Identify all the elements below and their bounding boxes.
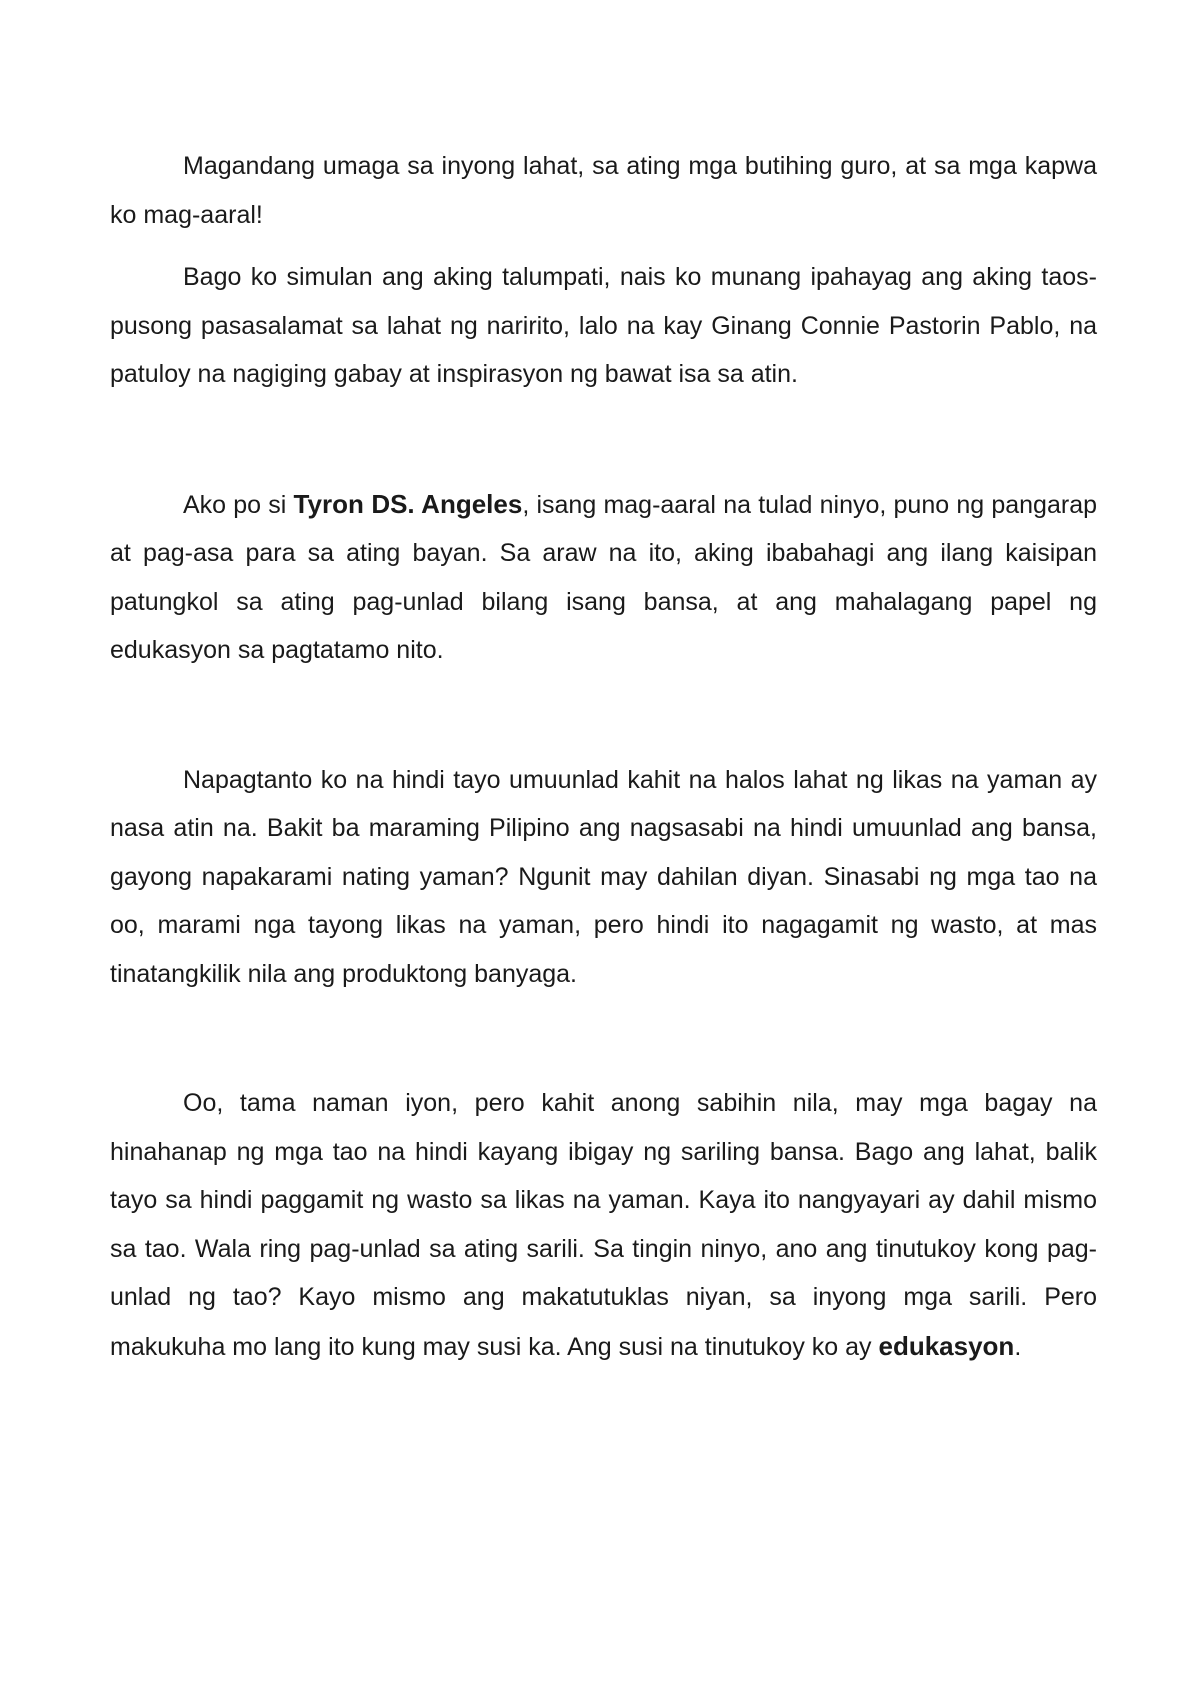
paragraph-text-after: .: [1014, 1332, 1022, 1361]
paragraph-text-after: , isang mag-aaral na tulad ninyo, puno ng pangarap at pag-asa para sa ating bayan. Sa araw na ito, aking ibabahagi ang ilang kaisipan patungkol sa ating pag-unlad bilang isang bansa, at ang mahalagang papel ng edukasyon sa pagtatamo nito.: [110, 490, 1097, 664]
paragraph-education: [110, 1079, 1097, 1371]
paragraph-realization: [110, 756, 1097, 999]
paragraph-text: Bago ko simulan ang aking talumpati, nais ko munang ipahayag ang aking taos-pusong pasasalamat sa lahat ng naririto, lalo na kay Ginang Connie Pastorin Pablo, na patuloy na nagiging gabay at inspirasyon ng bawat isa sa atin.: [110, 263, 1097, 388]
paragraph-text-before: Oo, tama naman iyon, pero kahit anong sabihin nila, may mga bagay na hinahanap ng mga tao na hindi kayang ibigay ng sariling bansa. Bago ang lahat, balik tayo sa hindi paggamit ng wasto sa likas na yaman. Kaya ito nangyayari ay dahil mismo sa tao. Wala ring pag-unlad sa ating sarili. Sa tingin ninyo, ano ang tinutukoy kong pag-unlad ng tao? Kayo mismo ang makatutuklas niyan, sa inyong mga sarili. Pero makukuha mo lang ito kung may susi ka. Ang susi na tinutukoy ko ay: [110, 1089, 1097, 1361]
paragraph-gratitude: [110, 253, 1097, 399]
paragraph-text-before: Ako po si: [183, 490, 294, 519]
paragraph-greeting: [110, 142, 1097, 239]
key-word-edukasyon: edukasyon: [878, 1330, 1015, 1361]
paragraph-text: Magandang umaga sa inyong lahat, sa ating mga butihing guro, at sa mga kapwa ko mag-aaral!: [110, 152, 1097, 229]
paragraph-introduction: [110, 480, 1097, 675]
speech-body: [110, 142, 1097, 1371]
speaker-name: Tyron DS. Angeles: [293, 488, 523, 519]
paragraph-text: Napagtanto ko na hindi tayo umuunlad kahit na halos lahat ng likas na yaman ay nasa atin na. Bakit ba maraming Pilipino ang nagsasabi na hindi umuunlad ang bansa, gayong napakarami nating yaman? Ngunit may dahilan diyan. Sinasabi ng mga tao na oo, marami nga tayong likas na yaman, pero hindi ito nagagamit ng wasto, at mas tinatangkilik nila ang produktong banyaga.: [110, 765, 1097, 988]
